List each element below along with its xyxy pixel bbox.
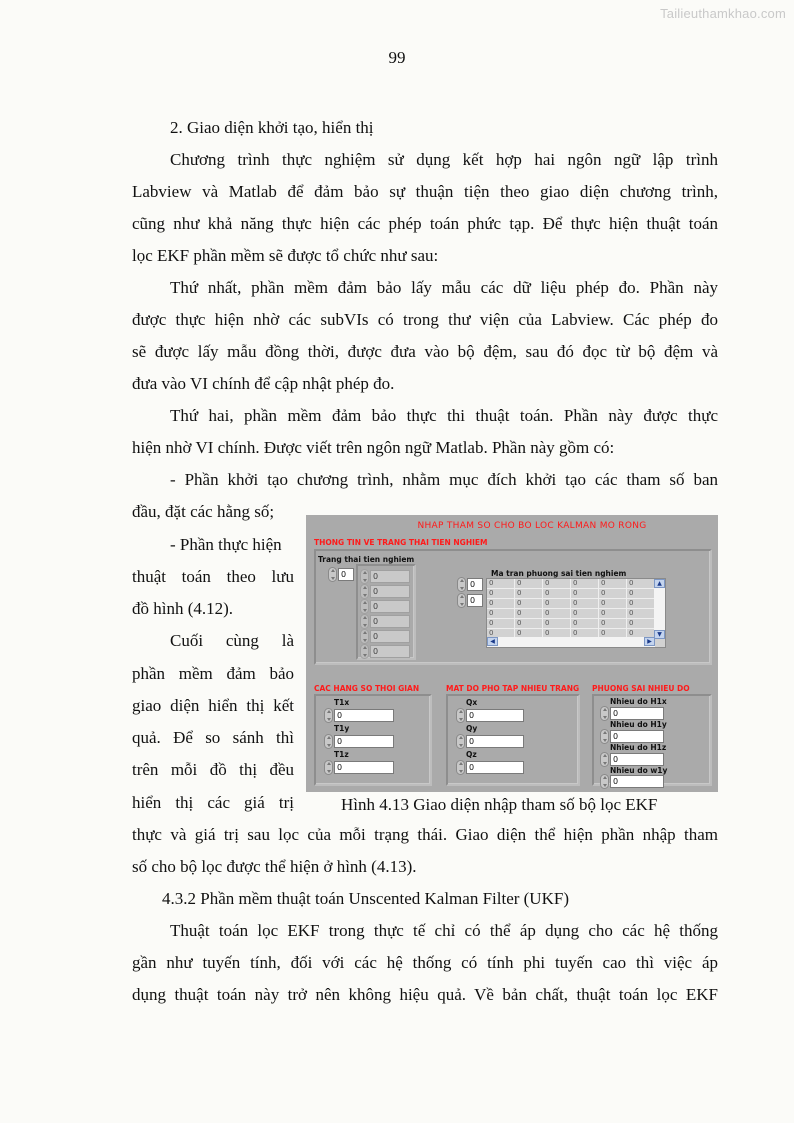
figure-caption: Hình 4.13 Giao diện nhập tham số bộ lọc EKF	[341, 795, 658, 814]
row-index-field[interactable]: 0	[467, 578, 483, 591]
array-element[interactable]: 0	[370, 630, 410, 643]
array-element[interactable]: 0	[370, 585, 410, 598]
scroll-left-icon[interactable]: ◀	[487, 637, 498, 646]
row-index-spinner[interactable]	[457, 577, 466, 592]
matrix-cell[interactable]: 0	[571, 609, 599, 619]
spinner[interactable]	[600, 706, 609, 721]
paragraph-line: số cho bộ lọc được thể hiện ở hình (4.13).	[132, 857, 417, 876]
measurement-noise-frame	[592, 694, 712, 786]
spinner[interactable]	[456, 734, 465, 749]
field-label: T1y	[334, 724, 350, 733]
section-heading: 2. Giao diện khởi tạo, hiển thị	[170, 118, 374, 137]
time-constants-label: CAC HANG SO THOI GIAN	[314, 684, 420, 693]
field-label: Qy	[466, 724, 478, 733]
matrix-cell[interactable]: 0	[543, 619, 571, 629]
horizontal-scrollbar[interactable]	[487, 637, 655, 647]
matrix-cell[interactable]: 0	[543, 589, 571, 599]
prior-state-array	[356, 564, 416, 660]
matrix-cell[interactable]: 0	[571, 629, 599, 639]
h1x-noise-field[interactable]: 0	[610, 707, 664, 720]
matrix-cell[interactable]: 0	[627, 619, 655, 629]
matrix-cell[interactable]: 0	[571, 589, 599, 599]
field-label: Nhieu do H1y	[610, 720, 667, 729]
col-index-field[interactable]: 0	[467, 594, 483, 607]
state-section-frame	[314, 549, 712, 665]
matrix-cell[interactable]: 0	[627, 579, 655, 589]
array-index-field[interactable]: 0	[338, 568, 354, 581]
matrix-cell[interactable]: 0	[515, 599, 543, 609]
vertical-scrollbar[interactable]	[654, 579, 665, 639]
field-label: Qx	[466, 698, 478, 707]
subsection-heading: 4.3.2 Phần mềm thuật toán Unscented Kalman Filter (UKF)	[162, 889, 569, 908]
paragraph-line: phần mềm đảm bảo	[132, 664, 294, 683]
matrix-cell[interactable]: 0	[487, 589, 515, 599]
spinner[interactable]	[600, 729, 609, 744]
matrix-cell[interactable]: 0	[515, 579, 543, 589]
paragraph-line: hiển thị các giá trị	[132, 793, 294, 812]
array-index-spinner[interactable]	[328, 567, 337, 582]
spinner[interactable]	[456, 708, 465, 723]
state-section-label: THONG TIN VE TRANG THAI TIEN NGHIEM	[314, 538, 488, 547]
paragraph-line: đầu, đặt các hằng số;	[132, 502, 275, 521]
prior-covariance-matrix[interactable]	[486, 578, 666, 648]
matrix-cell[interactable]: 0	[627, 629, 655, 639]
time-constants-frame	[314, 694, 432, 786]
matrix-cell[interactable]: 0	[627, 599, 655, 609]
paragraph-line: cũng như khả năng thực hiện các phép toán phức tạp. Để thực hiện thuật toán	[132, 214, 718, 233]
element-spinner[interactable]	[360, 644, 369, 659]
field-label: T1x	[334, 698, 350, 707]
matrix-cell[interactable]: 0	[515, 589, 543, 599]
matrix-cell[interactable]: 0	[599, 609, 627, 619]
matrix-cell[interactable]: 0	[543, 629, 571, 639]
qy-field[interactable]: 0	[466, 735, 524, 748]
matrix-cell[interactable]: 0	[487, 579, 515, 589]
matrix-cell[interactable]: 0	[571, 579, 599, 589]
matrix-row	[487, 589, 665, 599]
measurement-noise-label: PHUONG SAI NHIEU DO	[592, 684, 690, 693]
element-spinner[interactable]	[360, 584, 369, 599]
matrix-cell[interactable]: 0	[571, 599, 599, 609]
paragraph-line: Chương trình thực nghiệm sử dụng kết hợp hai ngôn ngữ lập trình	[170, 150, 718, 169]
element-spinner[interactable]	[360, 599, 369, 614]
scroll-up-icon[interactable]: ▲	[654, 579, 665, 588]
matrix-cell[interactable]: 0	[599, 579, 627, 589]
paragraph-line: trên mỗi đồ thị đều	[132, 760, 294, 779]
paragraph-line: Thứ nhất, phần mềm đảm bảo lấy mẫu các dữ liệu phép đo. Phần này	[170, 278, 718, 297]
paragraph-line: hiện nhờ VI chính. Được viết trên ngôn ngữ Matlab. Phần này gồm có:	[132, 438, 615, 457]
scroll-down-icon[interactable]: ▼	[654, 630, 665, 639]
spinner[interactable]	[324, 760, 333, 775]
field-label: Nhieu do H1x	[610, 697, 667, 706]
matrix-cell[interactable]: 0	[571, 619, 599, 629]
paragraph-line: Thứ hai, phần mềm đảm bảo thực thi thuật toán. Phần này được thực	[170, 406, 718, 425]
array-element[interactable]: 0	[370, 600, 410, 613]
array-element[interactable]: 0	[370, 645, 410, 658]
noise-density-label: MAT DO PHO TAP NHIEU TRANG	[446, 684, 580, 693]
field-label: Nhieu do w1y	[610, 766, 668, 775]
spinner[interactable]	[324, 734, 333, 749]
matrix-row	[487, 619, 665, 629]
element-spinner[interactable]	[360, 614, 369, 629]
element-spinner[interactable]	[360, 569, 369, 584]
paragraph-line: đồ hình (4.12).	[132, 599, 234, 618]
qx-field[interactable]: 0	[466, 709, 524, 722]
paragraph-line: thực và giá trị sau lọc của mỗi trạng thái. Giao diện thể hiện phần nhập tham	[132, 825, 718, 844]
matrix-cell[interactable]: 0	[599, 619, 627, 629]
t1z-field[interactable]: 0	[334, 761, 394, 774]
matrix-cell[interactable]: 0	[543, 579, 571, 589]
paragraph-line: sẽ được lấy mẫu đồng thời, được đưa vào bộ đệm, sau đó đọc từ bộ đệm và	[132, 342, 718, 361]
paragraph-line: giao diện hiển thị kết	[132, 696, 294, 715]
matrix-cell[interactable]: 0	[627, 609, 655, 619]
spinner[interactable]	[324, 708, 333, 723]
matrix-cell[interactable]: 0	[487, 629, 515, 639]
paragraph-line: lọc EKF phần mềm sẽ được tổ chức như sau:	[132, 246, 439, 265]
paragraph-line: Cuối cùng là	[170, 631, 294, 650]
matrix-cell[interactable]: 0	[599, 629, 627, 639]
matrix-cell[interactable]: 0	[543, 599, 571, 609]
paragraph-line: - Phần thực hiện	[170, 535, 282, 554]
array-element[interactable]: 0	[370, 570, 410, 583]
spinner[interactable]	[456, 760, 465, 775]
matrix-cell[interactable]: 0	[627, 589, 655, 599]
w1y-noise-field[interactable]: 0	[610, 775, 664, 788]
paragraph-line: dụng thuật toán này trở nên không hiệu quả. Về bản chất, thuật toán lọc EKF	[132, 985, 718, 1004]
page-number: 99	[388, 48, 406, 67]
matrix-row	[487, 599, 665, 609]
t1x-field[interactable]: 0	[334, 709, 394, 722]
matrix-cell[interactable]: 0	[487, 599, 515, 609]
t1y-field[interactable]: 0	[334, 735, 394, 748]
panel-title: NHAP THAM SO CHO BO LOC KALMAN MO RONG	[417, 521, 647, 531]
matrix-cell[interactable]: 0	[515, 619, 543, 629]
ekf-parameter-panel	[306, 515, 718, 792]
spinner[interactable]	[600, 752, 609, 767]
watermark: Tailieuthamkhao.com	[660, 6, 786, 21]
h1y-noise-field[interactable]: 0	[610, 730, 664, 743]
noise-density-frame	[446, 694, 580, 786]
h1z-noise-field[interactable]: 0	[610, 753, 664, 766]
matrix-cell[interactable]: 0	[599, 589, 627, 599]
paragraph-line: được thực hiện nhờ các subVIs có trong thư viện của Labview. Các phép đo	[132, 310, 718, 329]
paragraph-line: gần như tuyến tính, đối với các hệ thống có tính phi tuyến cao thì việc áp	[132, 953, 718, 972]
paragraph-line: Labview và Matlab để đảm bảo sự thuận tiện theo giao diện chương trình,	[132, 182, 718, 201]
paragraph-line: Thuật toán lọc EKF trong thực tế chỉ có thể áp dụng cho các hệ thống	[170, 921, 718, 940]
matrix-cell[interactable]: 0	[543, 609, 571, 619]
matrix-row	[487, 579, 665, 589]
prior-state-label: Trang thai tien nghiem	[318, 555, 415, 564]
paragraph-line: quả. Để so sánh thì	[132, 728, 294, 747]
element-spinner[interactable]	[360, 629, 369, 644]
matrix-cell[interactable]: 0	[515, 629, 543, 639]
prior-covariance-label: Ma tran phuong sai tien nghiem	[491, 569, 627, 578]
spinner[interactable]	[600, 774, 609, 789]
field-label: Qz	[466, 750, 477, 759]
paragraph-line: đưa vào VI chính để cập nhật phép đo.	[132, 374, 395, 393]
paragraph-line: thuật toán theo lưu	[132, 567, 294, 586]
scroll-right-icon[interactable]: ▶	[644, 637, 655, 646]
matrix-row	[487, 609, 665, 619]
paragraph-line: - Phần khởi tạo chương trình, nhằm mục đích khởi tạo các tham số ban	[170, 470, 718, 489]
array-element[interactable]: 0	[370, 615, 410, 628]
matrix-cell[interactable]: 0	[487, 609, 515, 619]
matrix-cell[interactable]: 0	[515, 609, 543, 619]
matrix-cell[interactable]: 0	[599, 599, 627, 609]
qz-field[interactable]: 0	[466, 761, 524, 774]
field-label: T1z	[334, 750, 349, 759]
col-index-spinner[interactable]	[457, 593, 466, 608]
matrix-cell[interactable]: 0	[487, 619, 515, 629]
field-label: Nhieu do H1z	[610, 743, 667, 752]
